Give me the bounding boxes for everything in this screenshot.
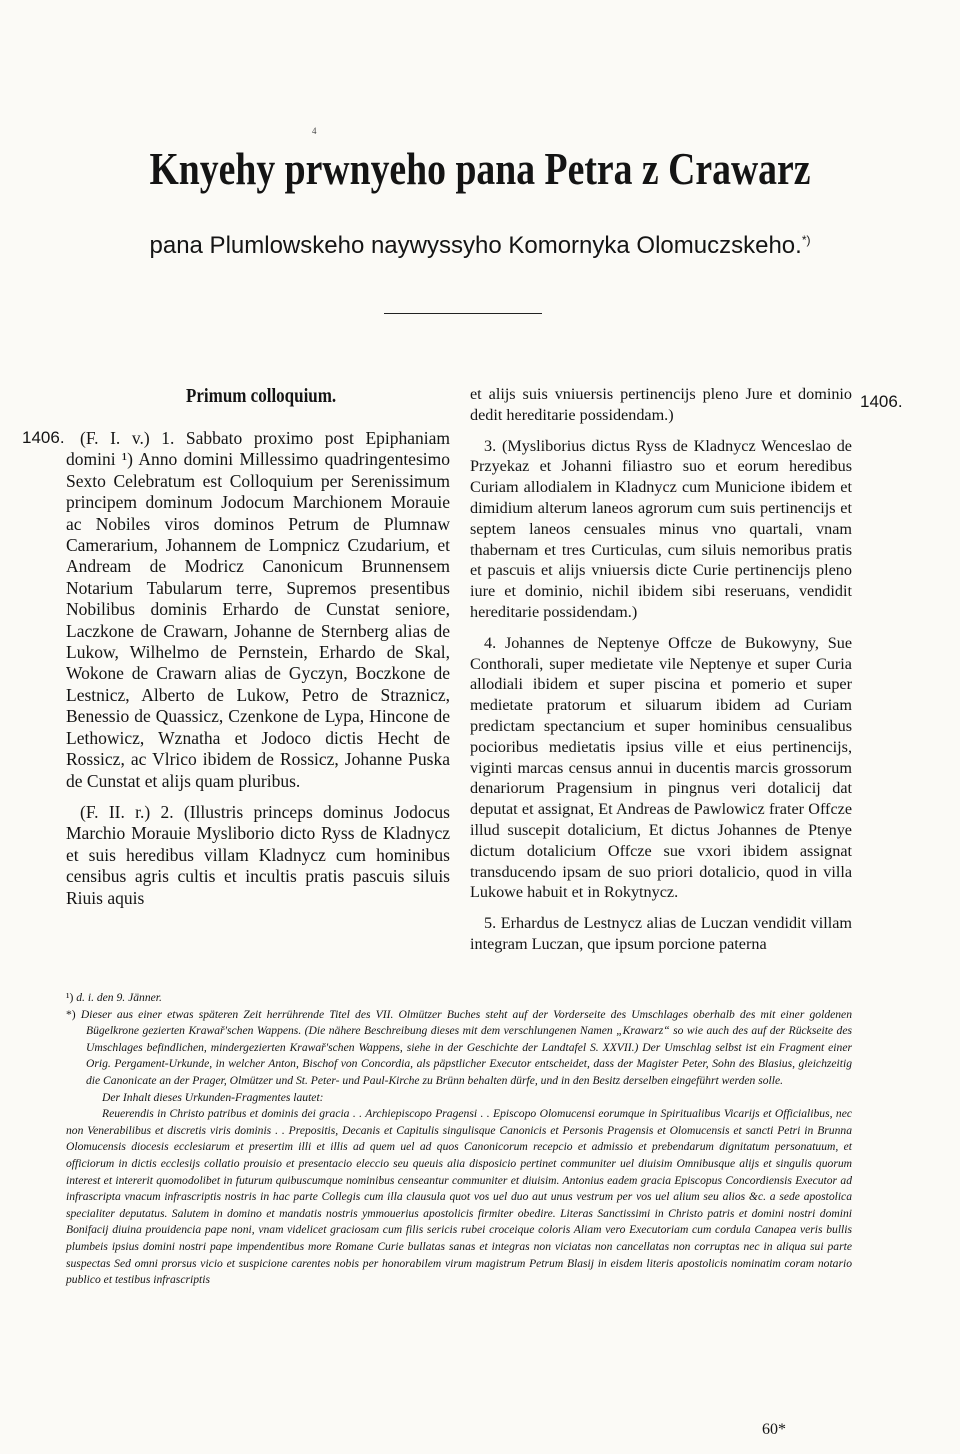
footnote-1-text: d. i. den 9. Jänner. <box>76 991 162 1004</box>
subtitle-note-mark: *) <box>801 233 811 247</box>
paragraph-4: 4. Johannes de Neptenye Offcze de Bukowyny, Sue Conthorali, super medietate vile Neptenye et super Curia allodiali ibidem et super piscina et pomerio et super medietate pratorum et siluarum ibidem ad Curiam predictam spectancium et super hominibus censualibus pocioribus medietatis ipsius ville et eius pertinencijs, viginti marcas census annui in ducentis marcis grossorum denariorum Pragensium in pingnus veri dotalicij dat deputat et assignat, Et Andreas de Pawlowicz frater Offcze illud suscepit dotalicium, Et dictus Johannes de Ptenye dictum dotalicium Offcze sue vxori ibidem assignat transducendo ipsam de suo priori dotalicio, quod in villa Lukowe habuit et in Rokytnycz. <box>470 633 852 902</box>
margin-year-right: 1406. <box>860 392 903 411</box>
subtitle-text: pana Plumlowskeho naywyssyho Komornyka Olomuczskeho. <box>149 232 802 259</box>
footnote-1-mark: ¹) <box>66 991 74 1004</box>
margin-year-left: 1406. <box>22 428 65 447</box>
page-number: 60* <box>762 1421 786 1438</box>
footnote-4: Reuerendis in Christo patribus et dominis dei gracia . . Archiepiscopo Pragensi . . Episcopo Olomucensi eorumque in Spiritualibus Vicarijs et Officialibus, nec non Venerabilibus et discretis viris dominis . . Prepositis, Decanis et Capitulis singulisque Canonicis et Personis Pragensis et Olomucensis et sancti Petri in Brunna Olomucensis diocesis ecclesiarum et presertim illi et illis ad quem uel ad quos Canonicorum recepcio et admissio et prebendarum dignitatum personatuum, et officiorum in dictis ecclesijs collatio prouisio et presentacio eleccio seu queuis alia disposicio pertinet communiter uel diuisim Omnibusque alijs et singulis quorum interest et intererit quomodolibet in futurum quibuscumque nominibus censeantur communiter et diuisim. Antonius eadem gracia Episcopus Concordiensis Executor ad infrascripta vnacum infrascriptis nostris in hac parte Collegis cum illa clausula quot vos uel duo aut unus vestrum per vos uel alium seu alios &c. a sede apostolica specialiter deputatus. Salutem in domino et mandatis nostris ymmouerius apostolicis firmiter obedire. Literas Sanctissimi in Christo patris et domini nostri domini Bonifacij diuina prouidencia pape noni, vnam videlicet graciosam cum filis sericis rubei croceique coloris Aliam vero Executoriam cum cordula Canapea veris bullis plumbeis ipsius domini nostri pape impendentibus more Romane Curie bullatas sanas et integras non viciatas non cancellatas non corruptas nec in aliqua sui parte suspectas Sed omni prorsus vicio et suspicione carentes nobis per honorabilem virum magistrum Petrum Blasij in eisdem literis apostolicis nominatim coram notario publico et testibus infrascriptis <box>66 1107 852 1287</box>
page-subtitle <box>0 232 960 260</box>
section-title: Primum colloquium. <box>186 385 337 407</box>
footnote-3: Der Inhalt dieses Urkunden-Fragmentes lautet: <box>102 1090 324 1104</box>
page-title: Knyehy prwnyeho pana Petra z Crawarz <box>149 143 811 194</box>
paragraph-1: (F. I. v.) 1. Sabbato proximo post Epiphaniam domini ¹) Anno domini Millessimo quadringentesimo Sexto Celebratum est Colloquium per Serenissimum principem dominum Jodocum Marchionem Morauie ac Nobiles viros dominos Petrum de Plumnaw Camerarium, Johannem de Lompnicz Czudarium, et Andream de Modricz Canonicum Brunnensem Notarium Tabularum terre, Supremos presentibus Nobilibus dominis Erhardo de Cunstat seniore, Laczkone de Crawarn, Johanne de Sternberg alias de Lukow, Wilhelmo de Pernstein, Erhardo de Skal, Wokone de Crawarn alias de Gyczyn, Boczkone de Lestnicz, Alberto de Lukow, Petro de Straznicz, Benessio de Quassicz, Czenkone de Lypa, Hincone de Lethowicz, Wznatha et Jodoco dictis Hecht de Rossicz, ac Vlrico ibidem de Rossicz, Johanne Puska de Cunstat et alijs quam pluribus. <box>66 428 450 791</box>
footnote-2-mark: *) <box>66 1007 76 1021</box>
paragraph-5: 5. Erhardus de Lestnycz alias de Luczan vendidit villam integram Luczan, que ipsum porcione paterna <box>470 914 852 953</box>
footnote-2-text: Dieser aus einer etwas späteren Zeit herrührende Titel des VII. Olmützer Buches steht auf der Vorderseite des Umschlages oberhalb des mit einer goldenen Bügelkrone gezierten Krawař'schen Wappens. (Die nähere Beschreibung dieses mit dem verschlungenen Namen „Krawarz“ so wie auch des auf der Rückseite des Umschlages befindlichen, mindergezierten Krawař'schen Wappens, siehe in der Geschichte der Landtafel S. XXVII.) Der Umschlag selbst ist ein Fragment einer Orig. Pergament-Urkunde, in welcher Anton, Bischof von Concordia, als päpstlicher Executor entscheidet, dass der Magister Peter, Sohn des Blasius, gleichzeitig die Canonicate an der Prager, Olmützer und St. Peter- und Paul-Kirche zu Brünn behalten dürfe, und in den Besitz derselben eingeführt werden solle. <box>80 1007 852 1087</box>
paragraph-3: 3. (Mysliborius dictus Ryss de Kladnycz Wenceslao de Przyekaz et Johanni filiastro suo et eorum heredibus Curiam allodialem in Kladnycz cum Municione ibidem et dimidium alterum laneos agrorum cum suis pertinencijs et septem laneos censuales minus vno quartali, vnam thabernam et tres Curticulas, cum siluis nemoribus pratis et pascuis et alijs vniuersis dicte Curie pertinencijs pleno iure et dominio, nichil ibidem sibi reseruans, vendidit hereditarie possidendam.) <box>470 436 852 621</box>
right-column <box>470 384 852 965</box>
top-marker: 4 <box>312 126 317 136</box>
footnotes <box>66 990 852 1289</box>
paragraph-2-continued: et alijs suis vniuersis pertinencijs pleno Jure et dominio dedit hereditarie possidendam.) <box>470 385 852 424</box>
title-divider <box>384 313 542 314</box>
footnote-1 <box>66 990 852 1007</box>
left-column <box>66 428 450 919</box>
paragraph-2: (F. II. r.) 2. (Illustris princeps dominus Jodocus Marchio Morauie Mysliborio dicto Ryss de Kladnycz et suis heredibus villam Kladnycz cum hominibus censibus agris cultis et incultis pratis pascuis siluis Riuis aquis <box>66 801 450 908</box>
footnote-2 <box>66 1007 852 1090</box>
